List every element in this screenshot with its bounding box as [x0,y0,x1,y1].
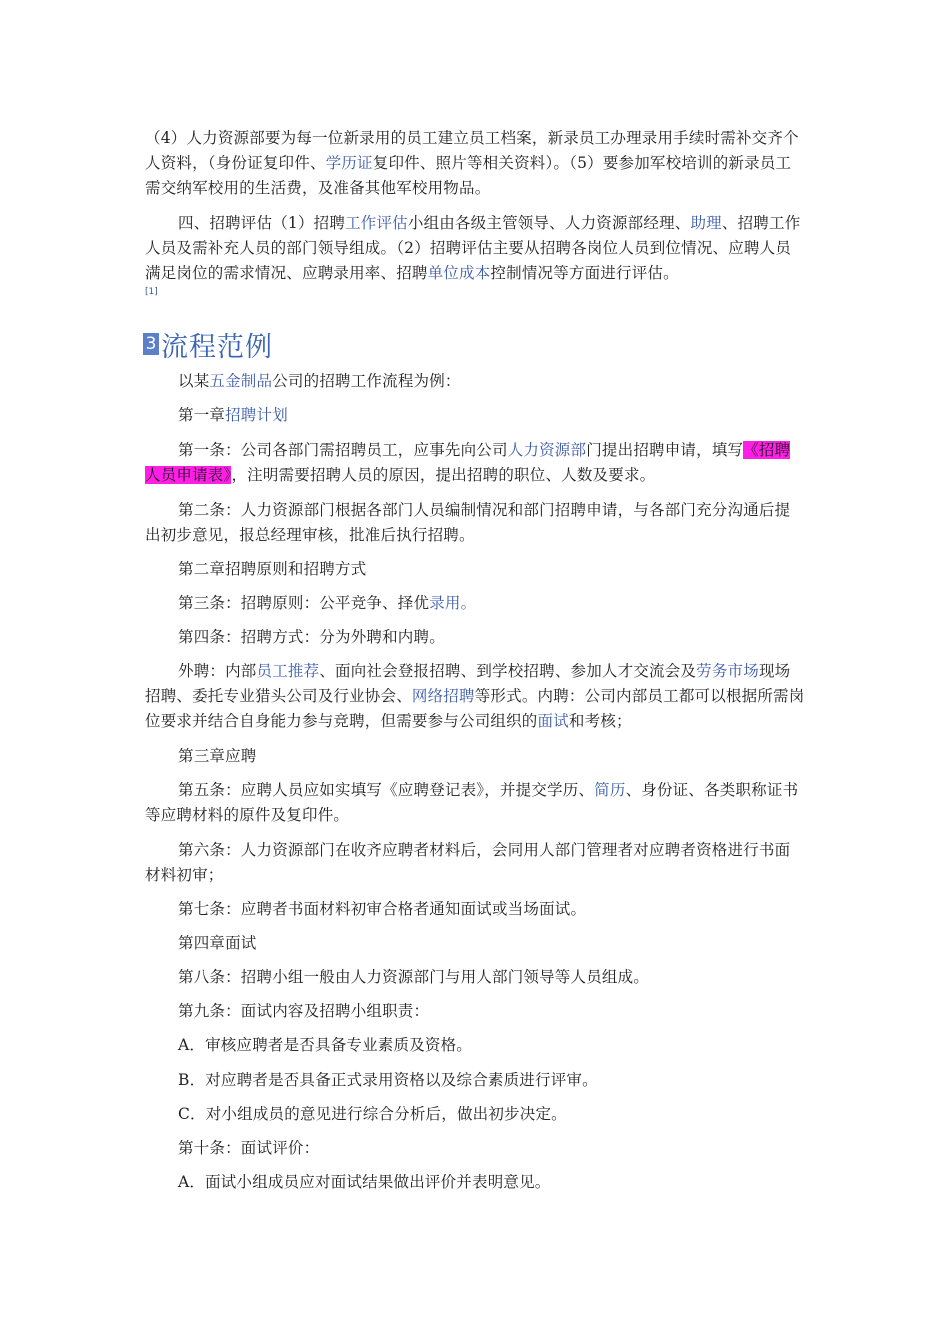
link-education-certificate[interactable]: 学历证 [325,154,373,172]
link-employee-referral[interactable]: 员工推荐 [256,662,320,680]
article-5: 第五条：应聘人员应如实填写《应聘登记表》，并提交学历、简历、身份证、各类职称证书等应聘材料的原件及复印件。 [145,781,799,824]
list-item-b: B．对应聘者是否具备正式录用资格以及综合素质进行评审。 [178,1071,598,1089]
paragraph-recruitment-evaluation: 四、招聘评估（1）招聘工作评估小组由各级主管领导、人力资源部经理、助理、招聘工作人员及需补充人员的部门领导组成。（2）招聘评估主要从招聘各岗位人员到位情况、应聘人员满足岗位的需求情况、应聘录用率、招聘单位成本控制情况等方面进行评估。 [145,214,801,282]
link-interview[interactable]: 面试 [537,712,569,730]
article-3: 第三条：招聘原则：公平竞争、择优录用。 [178,594,477,612]
article-8: 第八条：招聘小组一般由人力资源部门与用人部门领导等人员组成。 [178,968,650,986]
link-assistant[interactable]: 助理 [690,214,722,232]
section-heading [143,326,273,362]
article-6: 第六条：人力资源部门在收齐应聘者材料后，会同用人部门管理者对应聘者资格进行书面材料初审； [145,841,791,884]
article-7: 第七条：应聘者书面材料初审合格者通知面试或当场面试。 [178,900,587,918]
list-item-a: A．审核应聘者是否具备专业素质及资格。 [178,1036,472,1054]
article-2: 第二条：人力资源部门根据各部门人员编制情况和部门招聘申请，与各部门充分沟通后提出初步意见，报总经理审核，批准后执行招聘。 [145,501,791,544]
article-9: 第九条：面试内容及招聘小组职责： [178,1002,430,1020]
chapter-4-heading: 第四章面试 [178,934,257,952]
link-labor-market[interactable]: 劳务市场 [696,662,759,680]
article-1: 第一条：公司各部门需招聘员工，应事先向公司人力资源部门提出招聘申请，填写《招聘人员申请表》，注明需要招聘人员的原因，提出招聘的职位、人数及要求。 [145,441,791,484]
chapter-3-heading: 第三章应聘 [178,747,257,765]
article-10: 第十条：面试评价： [178,1139,320,1157]
highlighted-application-form: 《招聘人员申请表》 [145,441,791,484]
intro-line: 以某五金制品公司的招聘工作流程为例： [178,372,461,390]
link-recruitment-plan[interactable]: 招聘计划 [225,406,288,424]
article-4: 第四条：招聘方式：分为外聘和内聘。 [178,628,445,646]
paragraph-new-employee-files: （4）人力资源部要为每一位新录用的员工建立员工档案，新录员工办理录用手续时需补交齐个人资料，（身份证复印件、学历证复印件、照片等相关资料）。（5）要参加军校培训的新录员工需交纳军校用的生活费，及准备其他军校用物品。 [145,129,799,197]
link-resume[interactable]: 简历 [594,781,626,799]
section-title: 流程范例 [161,331,273,363]
chapter-1-heading: 第一章招聘计划 [178,406,288,424]
external-recruitment: 外聘：内部员工推荐、面向社会登报招聘、到学校招聘、参加人才交流会及劳务市场现场招聘、委托专业猎头公司及行业协会、网络招聘等形式。内聘：公司内部员工都可以根据所需岗位要求并结合自身能力参与竞聘，但需要参与公司组织的面试和考核； [145,662,805,730]
link-hr-department[interactable]: 人力资源部 [507,441,587,459]
link-online-recruitment[interactable]: 网络招聘 [411,687,475,705]
link-unit-cost[interactable]: 单位成本 [427,264,491,282]
link-hiring[interactable]: 录用。 [429,594,477,612]
link-work-evaluation[interactable]: 工作评估 [345,214,408,232]
chapter-2-heading: 第二章招聘原则和招聘方式 [178,560,367,578]
link-hardware-products[interactable]: 五金制品 [209,372,273,390]
section-number-badge: 3 [143,333,159,355]
reference-marker[interactable]: [1] [145,287,158,297]
article-10-item-a: A．面试小组成员应对面试结果做出评价并表明意见。 [178,1173,551,1191]
list-item-c: C．对小组成员的意见进行综合分析后，做出初步决定。 [178,1105,567,1123]
